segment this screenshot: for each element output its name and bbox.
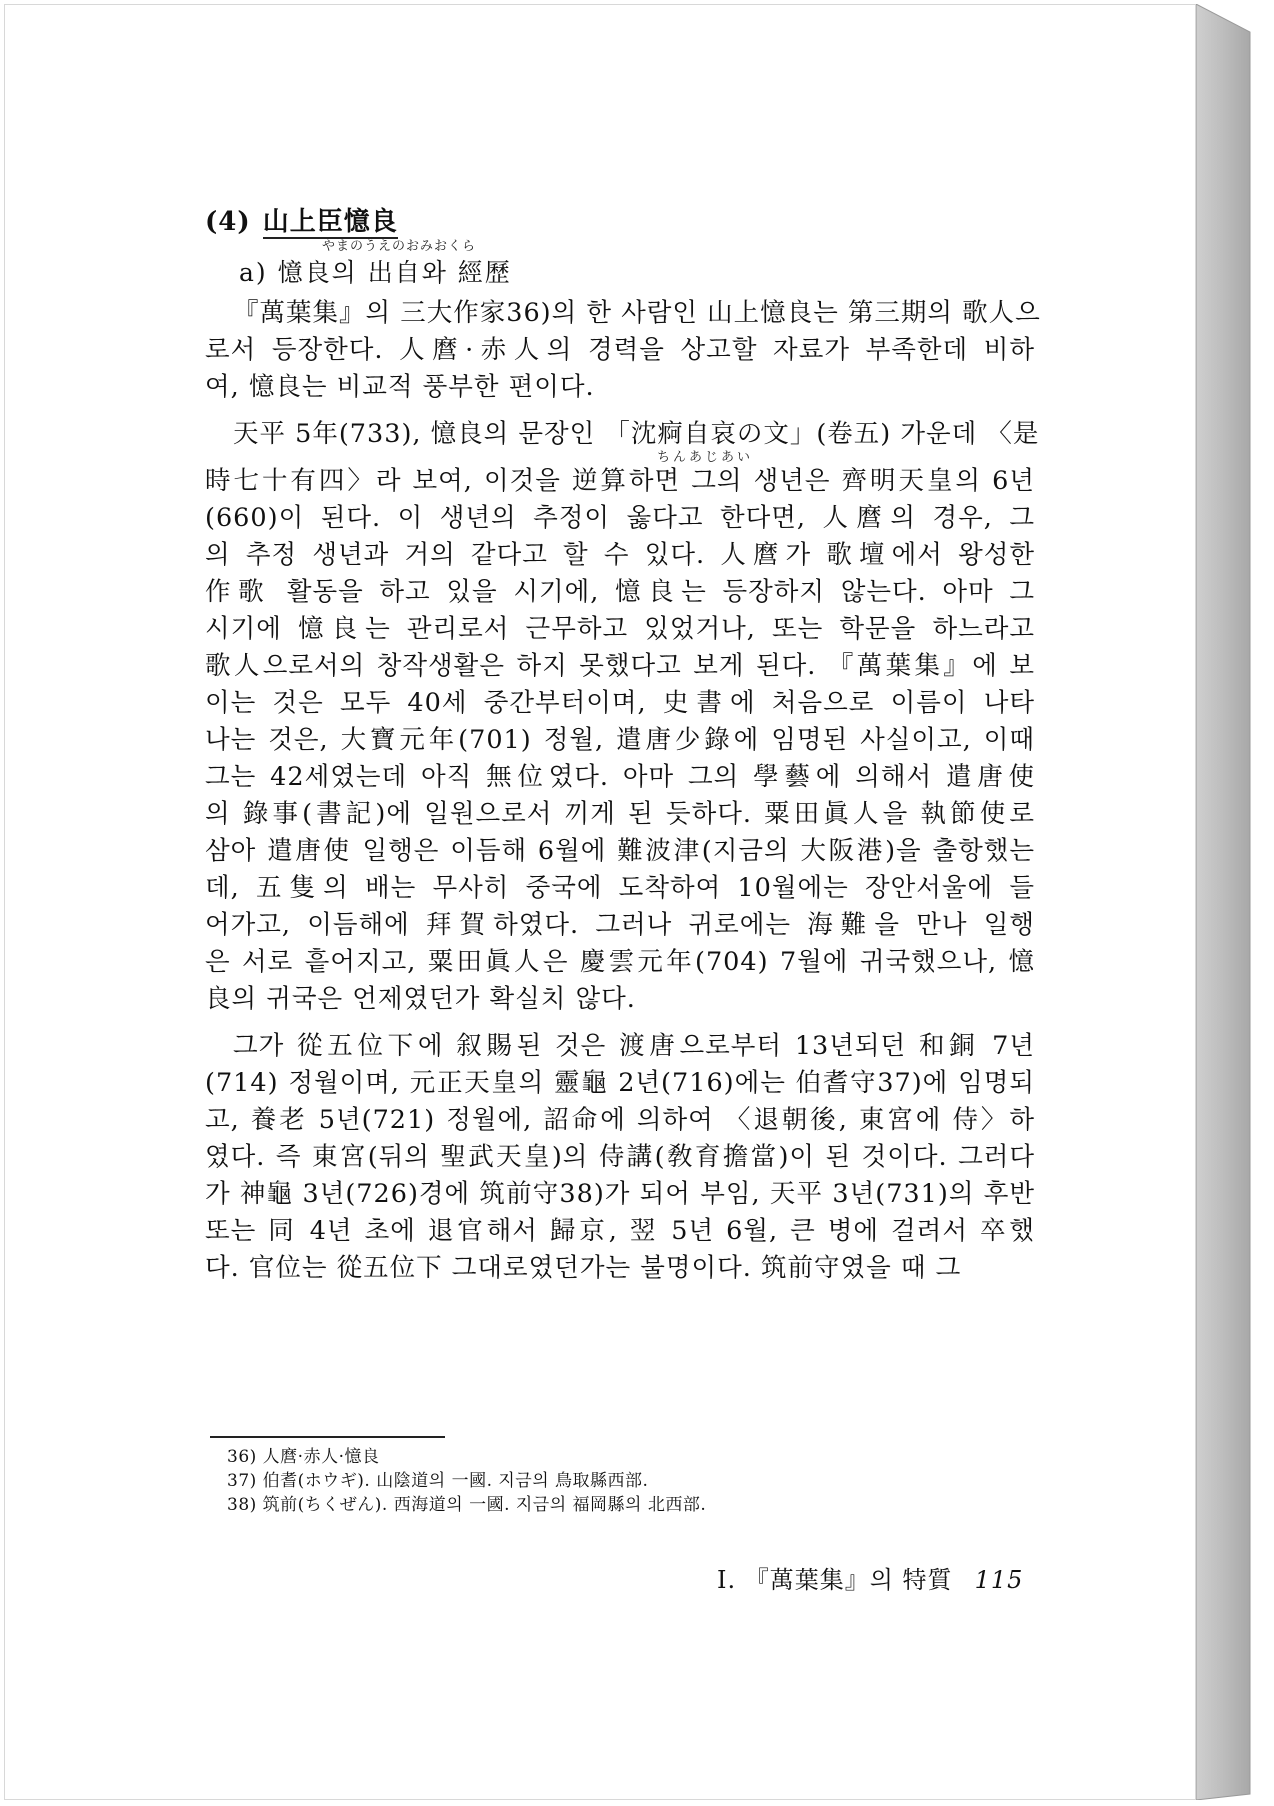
text-line: 良의 귀국은 언제였던가 확실치 않다. xyxy=(205,984,636,1014)
footnote: 38) 筑前(ちくぜん). 西海道의 一國. 지금의 福岡縣의 北西部. xyxy=(227,1495,707,1515)
text-line: 어가고, 이듬해에 拜賀하였다. 그러나 귀로에는 海難을 만나 일행 xyxy=(205,910,1035,940)
text-line: 歌人으로서의 창작생활은 하지 못했다고 보게 된다. 『萬葉集』에 보 xyxy=(205,651,1035,681)
text-line: 나는 것은, 大寶元年(701) 정월, 遣唐少錄에 임명된 사실이고, 이때 xyxy=(205,725,1035,755)
text-line: 다. 官位는 從五位下 그대로였던가는 불명이다. 筑前守였을 때 그 xyxy=(205,1253,962,1283)
text-line: 여, 憶良는 비교적 풍부한 편이다. xyxy=(205,372,595,402)
text-line: 그는 42세였는데 아직 無位였다. 아마 그의 學藝에 의해서 遣唐使 xyxy=(205,762,1035,792)
footnote: 36) 人麿·赤人·憶良 xyxy=(227,1447,380,1467)
text-line: 作歌 활동을 하고 있을 시기에, 憶良는 등장하지 않는다. 아마 그 xyxy=(205,577,1035,607)
text-line: 고, 養老 5년(721) 정월에, 詔命에 의하여 〈退朝後, 東宮에 侍〉하 xyxy=(205,1105,1035,1135)
text-line: 이는 것은 모두 40세 중간부터이며, 史書에 처음으로 이름이 나타 xyxy=(205,688,1035,718)
text-line: 은 서로 흩어지고, 粟田眞人은 慶雲元年(704) 7월에 귀국했으나, 憶 xyxy=(205,947,1035,977)
text-line: 또는 同 4년 초에 退官해서 歸京, 翌 5년 6월, 큰 병에 걸려서 卒했 xyxy=(205,1216,1035,1246)
text-line: (714) 정월이며, 元正天皇의 靈龜 2년(716)에는 伯耆守37)에 임명되 xyxy=(205,1068,1035,1098)
inline-reading: ちんあじあい xyxy=(657,450,754,465)
text-line: (660)이 된다. 이 생년의 추정이 옳다고 한다면, 人麿의 경우, 그 xyxy=(205,503,1035,533)
text-line: 시기에 憶良는 관리로서 근무하고 있었거나, 또는 학문을 하느라고 xyxy=(205,614,1035,644)
footnote: 37) 伯耆(ホウギ). 山陰道의 一國. 지금의 鳥取縣西部. xyxy=(227,1471,649,1491)
section-title: 山上臣憶良 xyxy=(262,207,398,237)
page-body xyxy=(205,205,1041,1287)
footnote-rule xyxy=(210,1436,445,1438)
footnotes xyxy=(227,1445,1027,1517)
paragraph xyxy=(205,416,1040,1018)
text-line: 삼아 遣唐使 일행은 이듬해 6월에 難波津(지금의 大阪港)을 출항했는 xyxy=(205,836,1035,866)
title-reading: やまのうえのおみおくら xyxy=(322,239,477,254)
book-edge xyxy=(1196,4,1254,1800)
book-page xyxy=(4,4,1196,1800)
text-line: 時七十有四〉라 보여, 이것을 逆算하면 그의 생년은 齊明天皇의 6년 xyxy=(205,466,1035,496)
paragraph xyxy=(205,1028,1035,1287)
text-line: 데, 五隻의 배는 무사히 중국에 도착하여 10월에는 장안서울에 들 xyxy=(205,873,1035,903)
text-line: 天平 5年(733), 憶良의 문장인 「沈痾自哀の文」(卷五) 가운데 〈是 xyxy=(233,419,1040,449)
running-footer xyxy=(717,1560,1023,1595)
paragraph xyxy=(205,295,1041,406)
text-line: 로서 등장한다. 人麿·赤人의 경력을 상고할 자료가 부족한데 비하 xyxy=(205,335,1035,365)
text-line: 의 추정 생년과 거의 같다고 할 수 있다. 人麿가 歌壇에서 왕성한 xyxy=(205,540,1035,570)
text-line: 『萬葉集』의 三大作家36)의 한 사람인 山上憶良는 第三期의 歌人으 xyxy=(233,298,1041,328)
text-line: 였다. 즉 東宮(뒤의 聖武天皇)의 侍講(敎育擔當)이 된 것이다. 그러다 xyxy=(205,1142,1035,1172)
chapter-title: Ⅰ. 『萬葉集』의 特質 xyxy=(717,1566,953,1594)
text-line: 그가 從五位下에 叙賜된 것은 渡唐으로부터 13년되던 和銅 7년 xyxy=(233,1031,1035,1061)
subheading: a) 憶良의 出自와 經歷 xyxy=(239,258,512,287)
section-number: (4) xyxy=(205,207,251,237)
page-number: 115 xyxy=(974,1566,1024,1594)
section-heading xyxy=(205,205,1035,239)
text-line: 의 錄事(書記)에 일원으로서 끼게 된 듯하다. 粟田眞人을 執節使로 xyxy=(205,799,1035,829)
text-line: 가 神龜 3년(726)경에 筑前守38)가 되어 부임, 天平 3년(731)의 후반 xyxy=(205,1179,1035,1209)
